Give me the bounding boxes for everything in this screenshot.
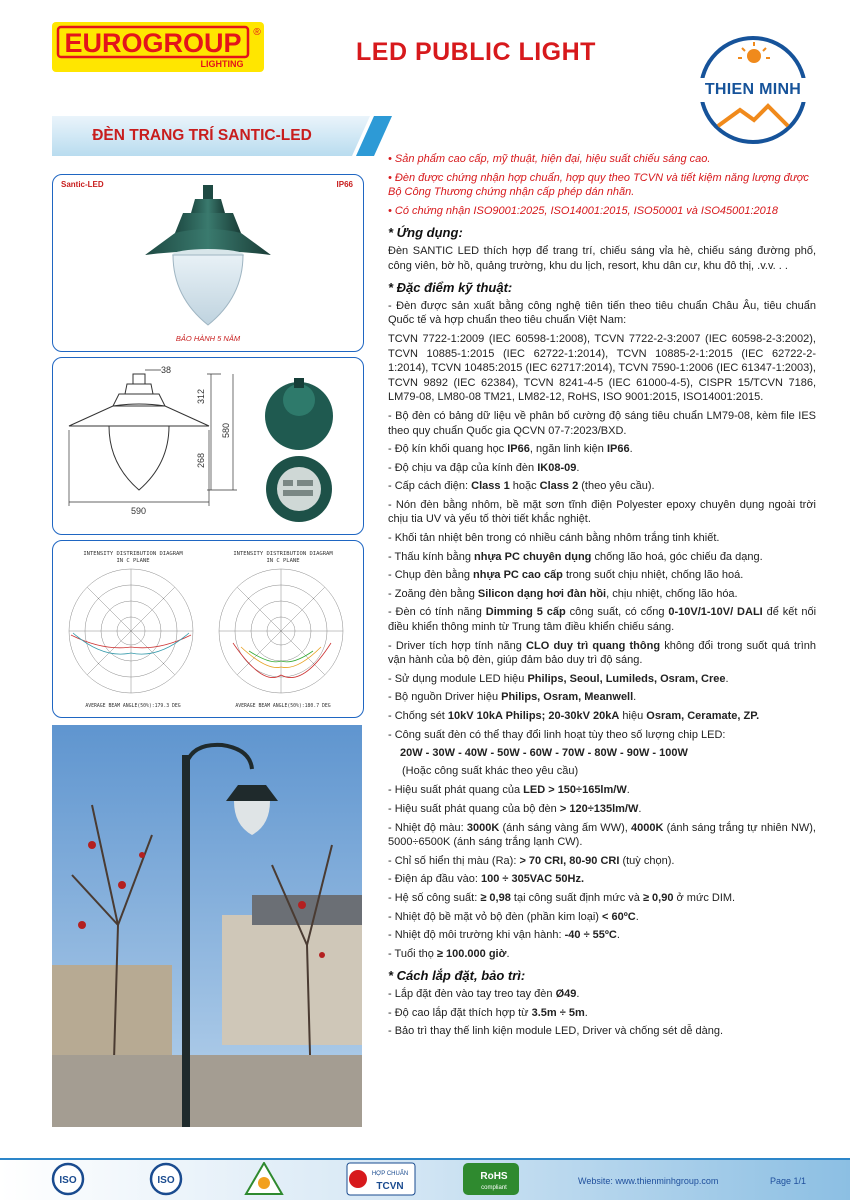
spec-lifetime <box>388 947 816 962</box>
spec-ip-end: . <box>629 443 633 456</box>
spec-power-list: 20W - 30W - 40W - 50W - 60W - 70W - 80W - 90W - 100W <box>400 747 688 760</box>
highlight-2: • Đèn được chứng nhận hợp chuẩn, hợp quy theo TCVN và tiết kiệm năng lượng được Bộ Công Thương chứng nhận cấp phép dán nhãn. <box>388 171 809 199</box>
cert5-bottom: compliant <box>481 1185 507 1191</box>
highlight-1: • Sản phẩm cao cấp, mỹ thuật, hiện đại, hiệu suất chiếu sáng cao. <box>388 153 711 165</box>
footer-page-number: Page 1/1 <box>770 1176 807 1186</box>
dim-width: 590 <box>131 506 147 516</box>
rohs-cert-icon <box>462 1162 520 1196</box>
spec-gasket-end: , chịu nhiệt, chống lão hóa. <box>606 587 738 600</box>
spec-cover-material: nhựa PC cao cấp <box>473 569 563 582</box>
spec-led-eff-value: LED > 150÷165lm/W <box>523 784 627 797</box>
spec-led-brands: Philips, Seoul, Lumileds, Osram, Cree <box>527 672 726 685</box>
intensity-diagram-1 <box>63 547 203 711</box>
spec-cct-text: - Nhiệt độ màu: <box>388 821 467 834</box>
spec-voltage-text: - Điện áp đầu vào: <box>388 873 481 886</box>
spec-standards-list: TCVN 7722-1:2009 (IEC 60598-1:2008), TCVN 7722-2-3:2007 (IEC 60598-2-3:2002), TCVN 10885-1:2015 (IEC 62722-1:2014), TCVN 10885-2-1:2015 (IEC 62722-2-1:2014), TCVN 10485:2015 (IEC 62717:2014), TCVN 7590-1:2006 (IEC 61347-1:2003), TCVN 9892 (IEC 62384), TCVN 8241-4-5 (IEC 61000-4-5), CISPR 15/TCVN 7186, LM79-08, LM80-08 TM21, LM82-12, RoHS, ISO 9001:2015, ISO14001:2015. <box>388 332 816 404</box>
spec-power-factor <box>388 891 816 906</box>
ip-rating-tag: IP66 <box>336 180 353 189</box>
iso-cert-icon-2 <box>146 1162 186 1196</box>
installation-photo <box>52 725 362 1127</box>
spec-surface-temp <box>388 910 816 925</box>
spec-ik-end: . <box>576 461 580 474</box>
dim-top-label: 38 <box>161 365 172 375</box>
install-height-end: . <box>584 1006 588 1019</box>
spec-surge <box>388 709 816 724</box>
spec-cover-text: - Chụp đèn bằng <box>388 569 474 582</box>
spec-pf-end: ở mức DIM. <box>673 891 736 904</box>
spec-driver <box>388 690 816 705</box>
diagram2-title-line2: IN C PLANE <box>266 558 300 564</box>
spec-cct-3000: 3000K <box>466 821 500 834</box>
spec-surface-value: < 60ºC <box>602 910 636 923</box>
cert4-bottom: TCVN <box>376 1181 404 1192</box>
partner-name: THIEN MINH <box>704 81 802 98</box>
application-text: Đèn SANTIC LED thích hợp để trang trí, chiếu sáng vỉa hè, chiếu sáng đường phố, công viên, bờ hồ, quảng trường, khu du lịch, resort, khu dân cư, khu đô thị, .v.v. . . <box>388 244 816 272</box>
dimension-drawing <box>61 364 241 524</box>
spec-voltage <box>388 872 816 887</box>
spec-ambient-temp <box>388 928 816 943</box>
install-heading: * Cách lắp đặt, bảo trì: <box>388 968 526 984</box>
spec-life-value: ≥ 100.000 giờ <box>436 947 507 960</box>
spec-power-note: (Hoặc công suất khác theo yêu cầu) <box>402 764 579 777</box>
spec-surge-brands: Osram, Ceramate, ZP. <box>646 710 760 722</box>
spec-led-text: - Sử dụng module LED hiệu <box>388 672 528 685</box>
spec-lamp-efficacy <box>388 802 816 817</box>
spec-cri-text: - Chỉ số hiển thị màu (Ra): <box>388 854 520 867</box>
spec-dimming-text: - Đèn có tính năng <box>388 606 486 619</box>
spec-ip-text-2: , ngăn linh kiện <box>529 443 607 456</box>
install-arm-text: - Lắp đặt đèn vào tay treo tay đèn <box>388 987 556 1000</box>
spec-cover-end: trong suốt chịu nhiệt, chống lão hoá. <box>562 569 744 582</box>
spec-dimming-end: để kết nối điều khiển thông minh từ Trung tâm điều khiển chiếu sáng. <box>388 606 817 634</box>
diagram1-title-line1: INTENSITY DISTRIBUTION DIAGRAM <box>83 551 183 557</box>
diagram2-beam-angle: AVERAGE BEAM ANGLE(50%):180.7 DEG <box>235 704 331 709</box>
spec-led-end: . <box>725 672 729 685</box>
specs-heading: * Đặc điểm kỹ thuật: <box>388 280 513 296</box>
diagram2-title-line1: INTENSITY DISTRIBUTION DIAGRAM <box>233 551 333 557</box>
cert4-top: HỢP CHUẨN <box>371 1171 409 1177</box>
brand-main-text: EUROGROUP <box>64 28 242 58</box>
registered-mark: ® <box>253 27 261 38</box>
cert2-text: ISO <box>157 1175 175 1186</box>
spec-dimming-ports: 0-10V/1-10V/ DALI <box>668 606 763 619</box>
spec-color-temp <box>388 821 816 850</box>
spec-ik-rating <box>388 461 816 476</box>
spec-cct-end: (ánh sáng trắng tự nhiên NW), 5000÷6500K (ánh sáng trắng lạnh CW). <box>388 821 816 849</box>
energy-label-icon <box>244 1162 284 1196</box>
spec-dimming <box>388 605 816 634</box>
spec-ambient-text: - Nhiệt độ môi trường khi vận hành: <box>388 929 565 942</box>
diagram1-title-line2: IN C PLANE <box>116 558 150 564</box>
install-arm-end: . <box>576 987 580 1000</box>
spec-ambient-value: -40 ÷ 55ºC <box>564 929 617 942</box>
spec-lamp-eff-text: - Hiệu suất phát quang của bộ đèn <box>388 802 560 815</box>
footer-bar <box>0 1158 850 1200</box>
spec-lens-end: chống lão hoá, góc chiếu đa dạng. <box>591 550 763 563</box>
spec-cover <box>388 568 816 583</box>
spec-led-eff-end: . <box>626 784 630 797</box>
intensity-diagram-2 <box>213 547 353 711</box>
install-maintenance: - Bảo trì thay thế linh kiện module LED, Driver và chống sét dễ dàng. <box>388 1025 724 1038</box>
spec-class-1: Class 1 <box>471 480 510 493</box>
install-height-value: 3.5m ÷ 5m <box>531 1006 585 1019</box>
spec-led-module <box>388 672 816 687</box>
cert1-text: ISO <box>59 1175 77 1186</box>
spec-gasket-text: - Zoăng đèn bằng <box>388 587 478 600</box>
product-name-tag: Santic-LED <box>61 180 104 189</box>
spec-driver-brands: Philips, Osram, Meanwell <box>501 691 634 704</box>
spec-clo-end: không đổi trong suốt quá trình vận hành của bộ đèn, giúp đảm bảo duy trì độ sáng. <box>388 639 816 667</box>
spec-dimming-text-2: công suất, có cổng <box>565 606 669 619</box>
spec-class-2: Class 2 <box>539 480 579 493</box>
spec-surge-values: 10kV 10kA Philips; 20-30kV 20kA <box>447 710 620 722</box>
spec-pf-text: - Hệ số công suất: <box>388 891 481 904</box>
spec-lens-text: - Thấu kính bằng <box>388 550 475 563</box>
spec-ip-value: IP66 <box>507 443 530 456</box>
install-arm-value: Ø49 <box>555 987 577 1000</box>
cert5-top: RoHS <box>480 1171 508 1182</box>
install-height <box>388 1006 816 1021</box>
thien-minh-logo <box>688 34 818 146</box>
application-heading: * Ứng dụng: <box>388 225 463 241</box>
lamp-product-photo <box>143 185 273 330</box>
spec-voltage-value: 100 ÷ 305VAC 50Hz. <box>480 873 585 886</box>
spec-lens <box>388 550 816 565</box>
spec-surface-text: - Nhiệt độ bề mặt vỏ bộ đèn (phần kim loại) <box>388 910 603 923</box>
spec-driver-text: - Bộ nguồn Driver hiệu <box>388 691 502 704</box>
spec-dimming-levels: Dimming 5 cấp <box>485 606 566 619</box>
spec-insulation-class <box>388 479 816 494</box>
spec-pf-dim: ≥ 0,90 <box>642 891 674 904</box>
footer-website[interactable]: Website: www.thienminhgroup.com <box>578 1176 719 1186</box>
spec-surge-text: - Chống sét <box>388 710 448 722</box>
dim-lower-height: 268 <box>196 452 206 468</box>
spec-power-intro: - Công suất đèn có thể thay đổi linh hoạt tùy theo số lượng chip LED: <box>388 728 726 741</box>
highlight-3: • Có chứng nhận ISO9001:2025, ISO14001:2015, ISO50001 và ISO45001:2018 <box>388 204 779 217</box>
spec-ik-text: - Độ chịu va đập của kính đèn <box>388 461 538 474</box>
spec-cct-4000: 4000K <box>631 821 664 834</box>
install-arm <box>388 987 816 1002</box>
spec-cct-text-2: (ánh sáng vàng ấm WW), <box>499 821 632 834</box>
spec-lamp-eff-value: > 120÷135lm/W <box>559 802 639 815</box>
spec-lens-material: nhựa PC chuyên dụng <box>474 550 592 563</box>
spec-ip-value-2: IP66 <box>606 443 630 456</box>
iso-cert-icon-1 <box>48 1162 88 1196</box>
spec-life-text: - Tuổi thọ <box>388 947 437 960</box>
spec-surface-end: . <box>635 910 639 923</box>
spec-clo-feature: CLO duy trì quang thông <box>526 639 661 652</box>
spec-cri <box>388 854 816 869</box>
spec-lamp-eff-end: . <box>638 802 642 815</box>
spec-cri-end: (tuỳ chọn). <box>619 854 675 867</box>
spec-pf-rated: ≥ 0,98 <box>480 891 511 904</box>
spec-class-or: hoặc <box>509 480 540 493</box>
section-banner <box>52 116 392 156</box>
spec-lm79: - Bộ đèn có bảng dữ liệu về phân bố cường độ sáng tiêu chuẩn LM79-08, kèm file IES theo quy chuẩn Quốc gia QCVN 07-7:2023/BXD. <box>388 409 816 437</box>
section-title: ĐÈN TRANG TRÍ SANTIC-LED <box>92 127 312 144</box>
spec-heatsink: - Khối tản nhiệt bên trong có nhiều cánh bằng nhôm trắng tinh khiết. <box>388 532 720 545</box>
dimension-drawing-panel <box>52 357 364 535</box>
spec-ik-value: IK08-09 <box>537 461 577 474</box>
spec-housing: - Nón đèn bằng nhôm, bề mặt sơn tĩnh điện Polyester epoxy chuyên dụng ngoài trời chịu tia UV và yếu tố thời tiết khắc nghiệt. <box>388 498 816 526</box>
spec-cri-value: > 70 CRI, 80-90 CRI <box>519 854 620 867</box>
product-image-panel <box>52 174 364 352</box>
dim-upper-height: 312 <box>196 388 206 404</box>
spec-surge-text-2: hiệu <box>619 710 647 722</box>
lamp-bottom-view-photo <box>259 454 339 524</box>
diagram1-beam-angle: AVERAGE BEAM ANGLE(50%):179.3 DEG <box>85 704 181 709</box>
install-height-text: - Độ cao lắp đặt thích hợp từ <box>388 1006 532 1019</box>
spec-class-end: (theo yêu cầu). <box>578 480 655 493</box>
spec-led-eff-text: - Hiệu suất phát quang của <box>388 784 524 797</box>
spec-ip-rating <box>388 442 816 457</box>
spec-life-end: . <box>506 947 510 960</box>
page-title: LED PUBLIC LIGHT <box>356 38 596 66</box>
spec-class-text: - Cấp cách điện: <box>388 480 472 493</box>
warranty-note: BẢO HÀNH 5 NĂM <box>175 334 241 343</box>
spec-pf-text-2: tại công suất định mức và <box>510 891 643 904</box>
brand-sub-text: LIGHTING <box>200 59 244 69</box>
spec-clo <box>388 639 816 668</box>
spec-clo-text: - Driver tích hợp tính năng <box>388 639 527 652</box>
spec-ambient-end: . <box>616 929 620 942</box>
photometric-diagrams-panel <box>52 540 364 718</box>
spec-gasket <box>388 587 816 602</box>
dim-total-height: 580 <box>221 422 231 438</box>
tcvn-cert-icon <box>346 1162 416 1196</box>
lamp-top-view-photo <box>259 372 339 452</box>
specification-column <box>388 152 816 1043</box>
eurogroup-logo <box>52 22 264 72</box>
spec-gasket-material: Silicon dạng hơi đàn hồi <box>477 587 607 600</box>
spec-driver-end: . <box>633 691 637 704</box>
spec-led-efficacy <box>388 783 816 798</box>
spec-ip-text: - Độ kín khối quang học <box>388 443 508 456</box>
spec-standards-intro: - Đèn được sản xuất bằng công nghệ tiên tiến theo tiêu chuẩn Châu Âu, tiêu chuẩn Quốc tế và hợp chuẩn theo tiêu chuẩn Việt Nam: <box>388 299 816 327</box>
